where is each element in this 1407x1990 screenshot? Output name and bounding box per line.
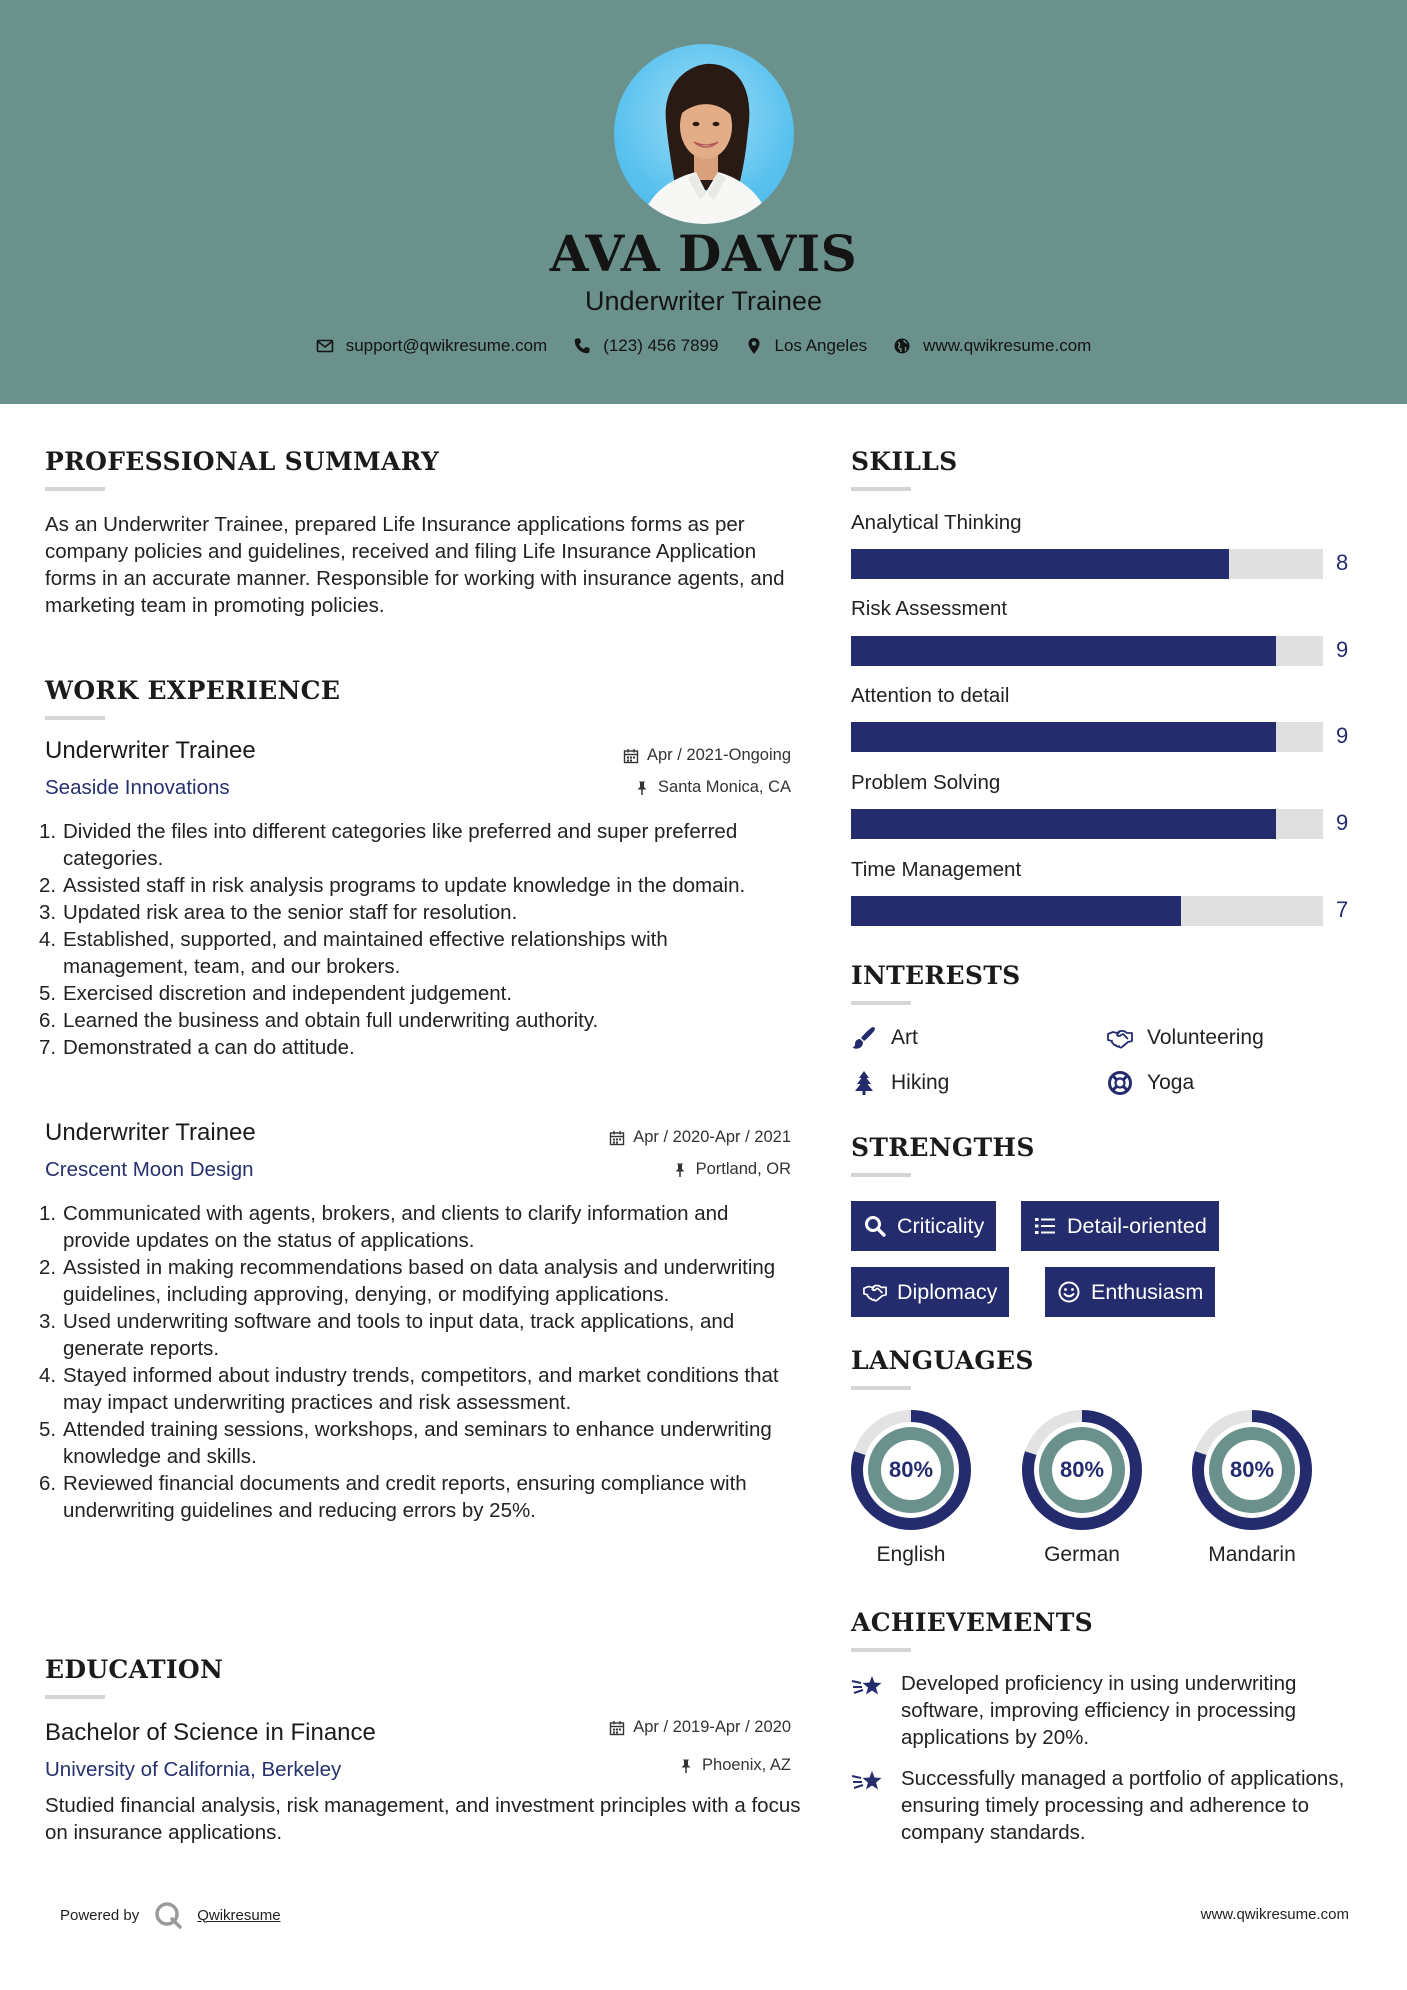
summary-heading: PROFESSIONAL SUMMARY [45,447,440,476]
job-location-text: Santa Monica, CA [658,778,791,796]
list-item: 5. Exercised discretion and independent judgement. [39,982,513,1005]
education-description: Studied financial analysis, risk management, and investment principles with a focus on insurance applications. [45,1794,801,1844]
skill-name: Problem Solving [851,771,1001,794]
skills-heading: SKILLS [851,447,958,476]
skill-bar-fill [851,809,1276,839]
list-item-text: Used underwriting software and tools to input data, track applications, and generate reports. [63,1310,735,1360]
interest-label: Volunteering [1147,1026,1264,1049]
shooting-star-icon [851,1767,885,1797]
footer-website[interactable]: www.qwikresume.com [1200,1906,1349,1923]
list-item-text: Established, supported, and maintained effective relationships with management, team, and our brokers. [63,928,668,978]
interest-item [851,1070,949,1096]
section-divider [851,1173,911,1177]
location-text: Los Angeles [774,336,868,355]
interest-item [1107,1070,1194,1096]
strength-label: Criticality [897,1213,985,1238]
achievement-item [851,1765,1371,1846]
strength-badge [851,1267,1009,1317]
contact-bar [0,336,1407,356]
list-item: 7. Demonstrated a can do attitude. [39,1036,355,1059]
list-item-text: Exercised discretion and independent judgement. [63,982,513,1005]
email-text: support@qwikresume.com [345,336,548,355]
degree-title: Bachelor of Science in Finance [45,1719,376,1746]
section-divider [851,1386,911,1390]
smile-icon [1057,1280,1081,1304]
strength-badge [1045,1267,1215,1317]
resume-header [0,0,1407,404]
list-icon [1033,1214,1057,1238]
job-location [480,1160,791,1179]
job-location-text: Portland, OR [695,1160,791,1178]
envelope-icon [316,337,334,355]
shooting-star-icon [851,1672,885,1702]
strengths-heading: STRENGTHS [851,1133,1035,1162]
job-company: Seaside Innovations [45,776,230,799]
strength-badge [1021,1201,1219,1251]
skill-name: Risk Assessment [851,597,1008,620]
handshake-icon [863,1280,887,1304]
school-name: University of California, Berkeley [45,1758,342,1781]
contact-location [745,336,868,356]
language-percent: 80% [888,1457,934,1482]
job-title: Underwriter Trainee [45,1119,256,1146]
section-divider [45,716,105,720]
skill-score: 9 [1336,723,1349,748]
summary-text: As an Underwriter Trainee, prepared Life Insurance applications forms as per company policies and guidelines, received and filing Life Insurance Application forms in an accurate manner. Responsible for working with insurance agents, and marketing team in promoting policies. [45,513,785,617]
powered-by-label: Powered by [60,1906,140,1924]
list-item-text: Learned the business and obtain full underwriting authority. [63,1009,599,1032]
skill-bar [851,809,1323,839]
skill-score: 9 [1336,637,1349,662]
education-dates [480,1718,791,1737]
experience-heading: WORK EXPERIENCE [45,676,341,705]
list-item-text: Stayed informed about industry trends, competitors, and market conditions that may impact underwriting practices and risk assessment. [63,1364,779,1414]
skill-name: Time Management [851,858,1022,881]
job-dates [480,1128,791,1147]
interest-label: Art [891,1026,918,1049]
section-divider [45,487,105,491]
skill-bar-fill [851,636,1276,666]
list-item-text: Communicated with agents, brokers, and clients to clarify information and provide updates on the status of applications. [63,1202,729,1252]
language-item [850,1409,972,1566]
education-dates-text: Apr / 2019-Apr / 2020 [633,1718,791,1736]
list-item: 1. Communicated with agents, brokers, and clients to clarify information and provide updates on the status of applications. [39,1202,729,1252]
skill-name: Analytical Thinking [851,511,1022,534]
pushpin-icon [678,1758,694,1774]
job-company: Crescent Moon Design [45,1158,254,1181]
list-item: 3. Updated risk area to the senior staff for resolution. [39,901,518,924]
job-duties [39,818,790,1061]
education-heading: EDUCATION [45,1655,224,1684]
list-item: 2. Assisted in making recommendations based on data analysis and underwriting guidelines, including approving, denying, or modifying applications. [39,1256,776,1306]
language-name: German [1044,1543,1120,1566]
interests-heading: INTERESTS [851,961,1021,990]
achievement-text: Successfully managed a portfolio of applications, ensuring timely processing and adherence to company standards. [901,1767,1345,1844]
list-item: 2. Assisted staff in risk analysis programs to update knowledge in the domain. [39,874,746,897]
phone-text: (123) 456 7899 [603,336,719,355]
strength-label: Enthusiasm [1091,1279,1204,1304]
job-location [480,778,791,797]
list-item: 6. Reviewed financial documents and credit reports, ensuring compliance with underwriting guidelines and reducing errors by 25%. [39,1472,747,1522]
footer-powered-by [60,1900,281,1930]
phone-icon [573,337,591,355]
section-divider [45,1695,105,1699]
language-name: English [876,1543,946,1566]
list-item-text: Updated risk area to the senior staff for resolution. [63,901,518,924]
interest-item [1107,1025,1264,1051]
achievement-item [851,1670,1371,1751]
list-item: 6. Learned the business and obtain full underwriting authority. [39,1009,599,1032]
skill-bar-fill [851,896,1181,926]
list-item: 3. Used underwriting software and tools to input data, track applications, and generate reports. [39,1310,735,1360]
skill-bar-fill [851,722,1276,752]
skill-name: Attention to detail [851,684,1010,707]
pushpin-icon [634,780,650,796]
language-name: Mandarin [1208,1543,1296,1566]
tree-icon [851,1070,877,1096]
skill-score: 9 [1336,810,1349,835]
candidate-role: Underwriter Trainee [584,286,823,316]
strength-label: Diplomacy [897,1279,998,1304]
education-location-text: Phoenix, AZ [702,1756,791,1774]
list-item-text: Assisted in making recommendations based on data analysis and underwriting guidelines, including approving, denying, or modifying applications. [63,1256,776,1306]
list-item-text: Demonstrated a can do attitude. [63,1036,355,1059]
achievement-text: Developed proficiency in using underwriting software, improving efficiency in processing applications by 20%. [901,1672,1297,1749]
skill-bar [851,636,1323,666]
language-percent: 80% [1229,1457,1275,1482]
paintbrush-icon [851,1025,877,1051]
strength-label: Detail-oriented [1067,1213,1207,1238]
strength-badge [851,1201,996,1251]
calendar-icon [623,748,639,764]
list-item-text: Reviewed financial documents and credit reports, ensuring compliance with underwriting guidelines and reducing errors by 25%. [63,1472,747,1522]
education-location [480,1756,791,1775]
qwikresume-logo-icon [153,1900,183,1930]
globe-icon [893,337,911,355]
contact-phone[interactable] [573,336,718,356]
candidate-name: AVA DAVIS [549,224,858,283]
job-dates [480,746,791,765]
language-item [1021,1409,1143,1566]
skill-score: 7 [1336,897,1349,922]
contact-email[interactable] [316,336,548,356]
list-item: 1. Divided the files into different categories like preferred and super preferred categories. [39,820,738,870]
section-divider [851,487,911,491]
list-item: 5. Attended training sessions, workshops, and seminars to enhance underwriting knowledge and skills. [39,1418,772,1468]
website-text: www.qwikresume.com [923,336,1092,355]
interest-label: Hiking [891,1071,950,1094]
section-divider [851,1001,911,1005]
list-item-text: Attended training sessions, workshops, and seminars to enhance underwriting knowledge and skills. [63,1418,772,1468]
calendar-icon [609,1720,625,1736]
language-item [1191,1409,1313,1566]
list-item: 4. Stayed informed about industry trends, competitors, and market conditions that may impact underwriting practices and risk assessment. [39,1364,779,1414]
job-title: Underwriter Trainee [45,737,256,764]
search-icon [863,1214,887,1238]
job-duties [39,1200,790,1524]
pushpin-icon [672,1162,688,1178]
skill-bar [851,549,1323,579]
list-item-text: Assisted staff in risk analysis programs to update knowledge in the domain. [63,874,746,897]
skill-bar [851,722,1323,752]
languages-heading: LANGUAGES [851,1346,1034,1375]
job-dates-text: Apr / 2020-Apr / 2021 [633,1128,791,1146]
interest-item [851,1025,918,1051]
language-percent: 80% [1059,1457,1105,1482]
lifebuoy-icon [1107,1070,1133,1096]
brand-link[interactable]: Qwikresume [197,1906,281,1924]
map-pin-icon [745,337,763,355]
interest-label: Yoga [1147,1071,1195,1094]
profile-photo [614,44,794,224]
section-divider [851,1648,911,1652]
skill-bar-fill [851,549,1229,579]
calendar-icon [609,1130,625,1146]
skill-score: 8 [1336,550,1349,575]
skill-bar [851,896,1323,926]
handshake-icon [1107,1025,1133,1051]
achievements-heading: ACHIEVEMENTS [851,1608,1093,1637]
list-item-text: Divided the files into different categories like preferred and super preferred categories. [63,820,738,870]
contact-website[interactable] [893,336,1091,356]
list-item: 4. Established, supported, and maintained effective relationships with management, team, and our brokers. [39,928,668,978]
job-dates-text: Apr / 2021-Ongoing [646,746,791,764]
